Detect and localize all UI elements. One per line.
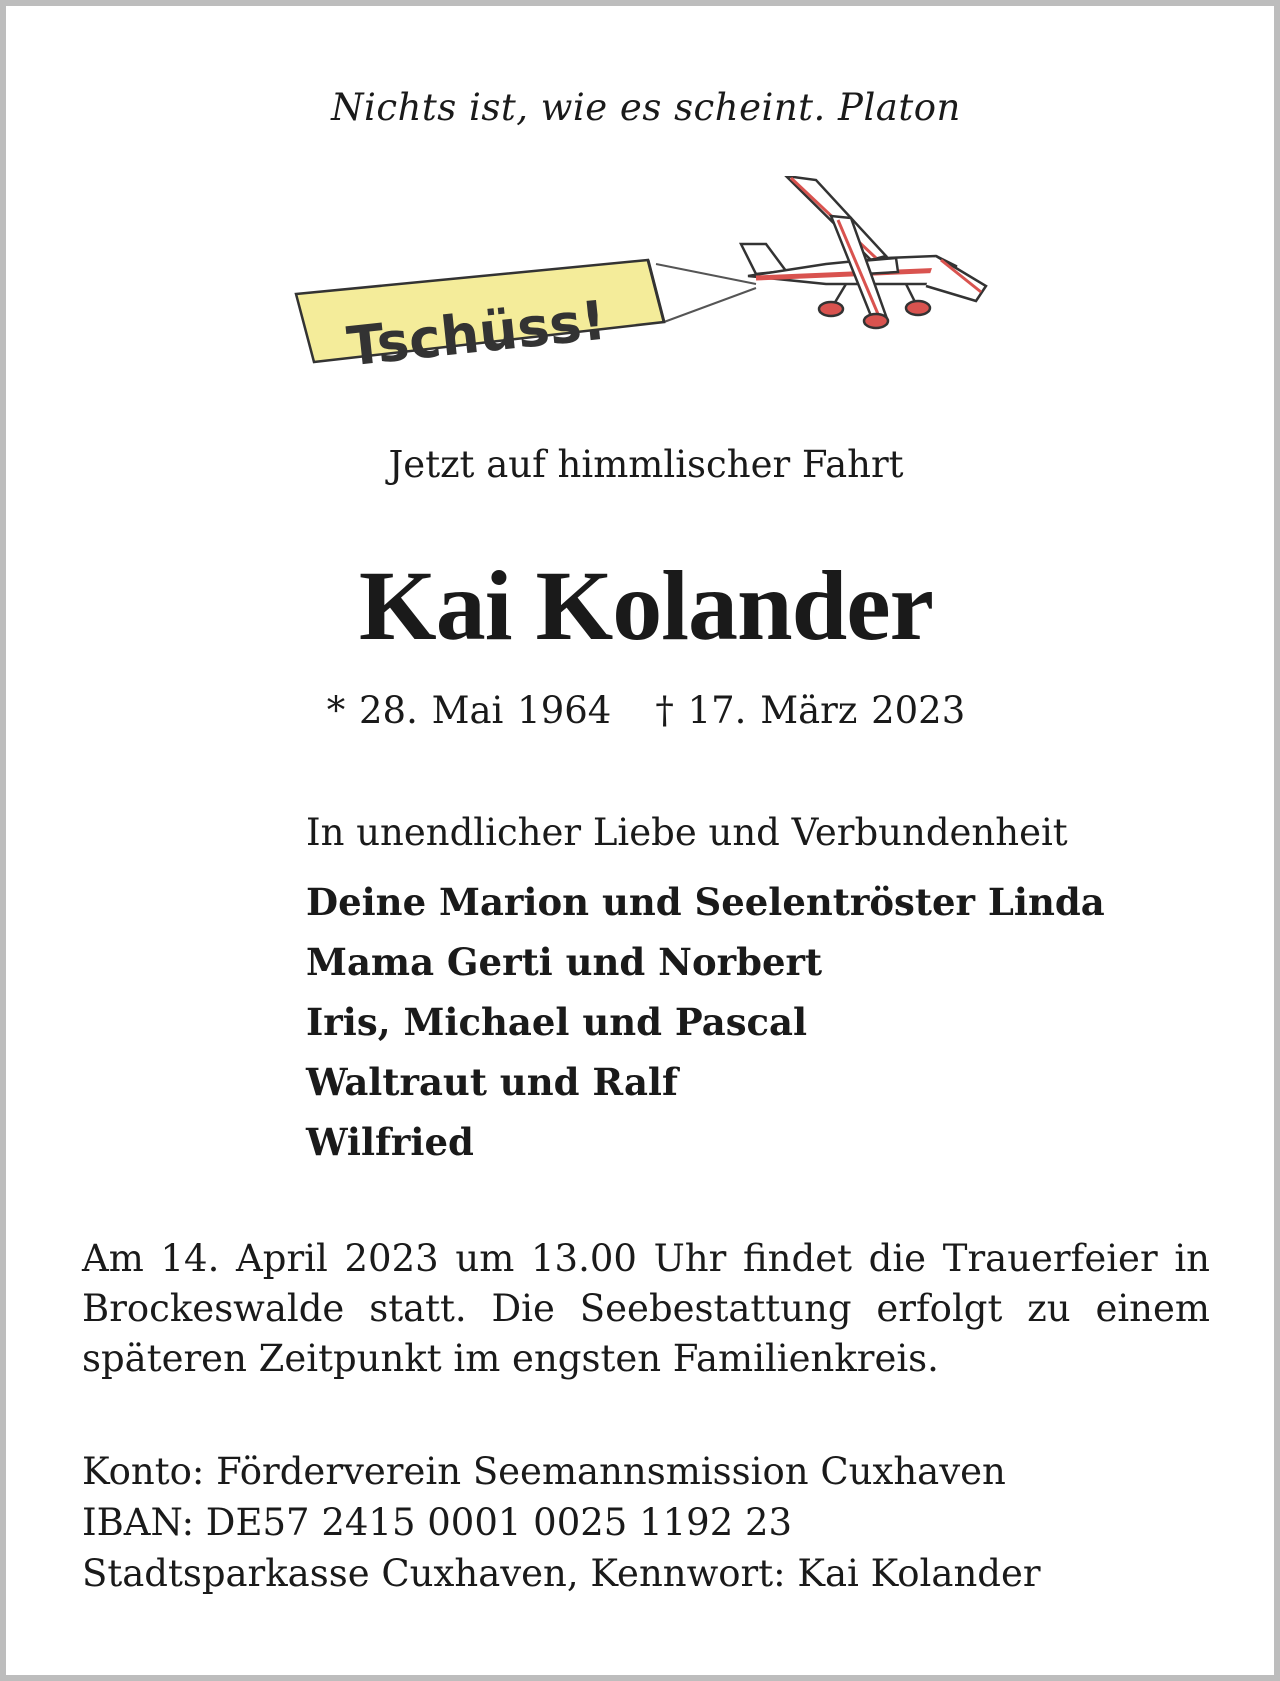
mourner-name: Wilfried (306, 1120, 474, 1164)
mourner-name: Waltraut und Ralf (306, 1060, 678, 1104)
donation-account (82, 1446, 1210, 1599)
airplane-with-banner-icon (286, 176, 1016, 396)
account-iban: IBAN: DE57 2415 0001 0025 1192 23 (82, 1501, 793, 1544)
deceased-name: Kai Kolander (358, 550, 934, 661)
service-info: Am 14. April 2023 um 13.00 Uhr findet die Trauerfeier in Brockeswalde statt. Die Seebestattung erfolgt zu einem späteren Zeitpunkt im engsten Familienkreis. (82, 1237, 1210, 1380)
mourners-intro: In unendlicher Liebe und Verbundenheit (306, 811, 1068, 854)
death-date: † 17. März 2023 (655, 689, 966, 732)
airplane (741, 176, 986, 328)
birth-date: * 28. Mai 1964 (326, 689, 612, 732)
quote: Nichts ist, wie es scheint. Platon (331, 86, 961, 129)
account-name: Konto: Förderverein Seemannsmission Cuxhaven (82, 1450, 1006, 1493)
mourners-block (306, 811, 1226, 1172)
mourner-name: Deine Marion und Seelentröster Linda (306, 880, 1105, 924)
account-bank: Stadtsparkasse Cuxhaven, Kennwort: Kai Kolander (82, 1552, 1041, 1595)
banner-text: Tschüss! (344, 288, 609, 379)
life-dates (6, 689, 1280, 732)
banner (296, 260, 664, 378)
mourner-name: Iris, Michael und Pascal (306, 1000, 808, 1044)
mourner-name: Mama Gerti und Norbert (306, 940, 823, 984)
subtitle: Jetzt auf himmlischer Fahrt (388, 443, 904, 486)
